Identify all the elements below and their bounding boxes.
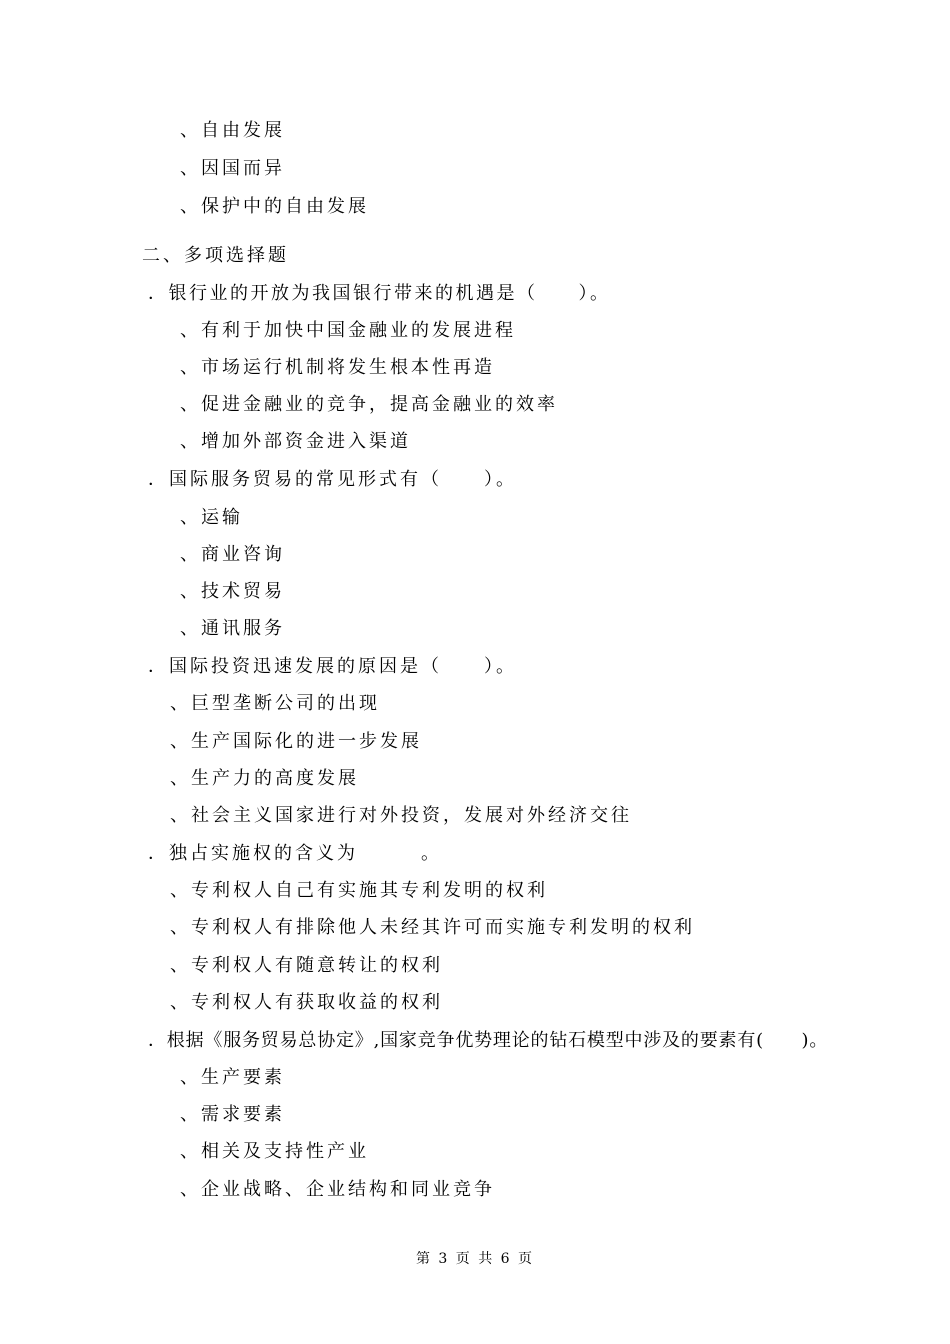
question-stem: ．根据《服务贸易总协定》,国家竞争优势理论的钻石模型中涉及的要素有( )。: [148, 1030, 829, 1051]
option-text: 、增加外部资金进入渠道: [180, 431, 411, 452]
question-stem: ．国际服务贸易的常见形式有（ ）。: [148, 469, 517, 490]
option-text: 、专利权人自己有实施其专利发明的权利: [170, 880, 548, 901]
page-number-footer: 第 3 页 共 6 页: [415, 1251, 535, 1267]
option-text: 、社会主义国家进行对外投资，发展对外经济交往: [170, 805, 632, 826]
option-text: 、生产力的高度发展: [170, 768, 359, 789]
option-text: 、因国而异: [180, 158, 285, 179]
option-text: 、市场运行机制将发生根本性再造: [180, 357, 495, 378]
option-text: 、有利于加快中国金融业的发展进程: [180, 320, 516, 341]
option-text: 、巨型垄断公司的出现: [170, 693, 380, 714]
section-title: 二、多项选择题: [142, 245, 289, 266]
option-text: 、通讯服务: [180, 618, 285, 639]
option-text: 、企业战略、企业结构和同业竞争: [180, 1179, 495, 1200]
option-text: 、专利权人有排除他人未经其许可而实施专利发明的权利: [170, 917, 695, 938]
option-text: 、需求要素: [180, 1104, 285, 1125]
option-text: 、生产国际化的进一步发展: [170, 731, 422, 752]
option-text: 、相关及支持性产业: [180, 1141, 369, 1162]
question-stem: ．国际投资迅速发展的原因是（ ）。: [148, 656, 517, 677]
option-text: 、专利权人有随意转让的权利: [170, 955, 443, 976]
option-text: 、促进金融业的竞争，提高金融业的效率: [180, 394, 558, 415]
option-text: 、技术贸易: [180, 581, 285, 602]
option-text: 、运输: [180, 507, 243, 528]
option-text: 、保护中的自由发展: [180, 196, 369, 217]
option-text: 、自由发展: [180, 120, 285, 141]
option-text: 、商业咨询: [180, 544, 285, 565]
option-text: 、生产要素: [180, 1067, 285, 1088]
question-stem: ．独占实施权的含义为 。: [148, 843, 442, 864]
option-text: 、专利权人有获取收益的权利: [170, 992, 443, 1013]
question-stem: ．银行业的开放为我国银行带来的机遇是（ ）。: [148, 283, 611, 304]
